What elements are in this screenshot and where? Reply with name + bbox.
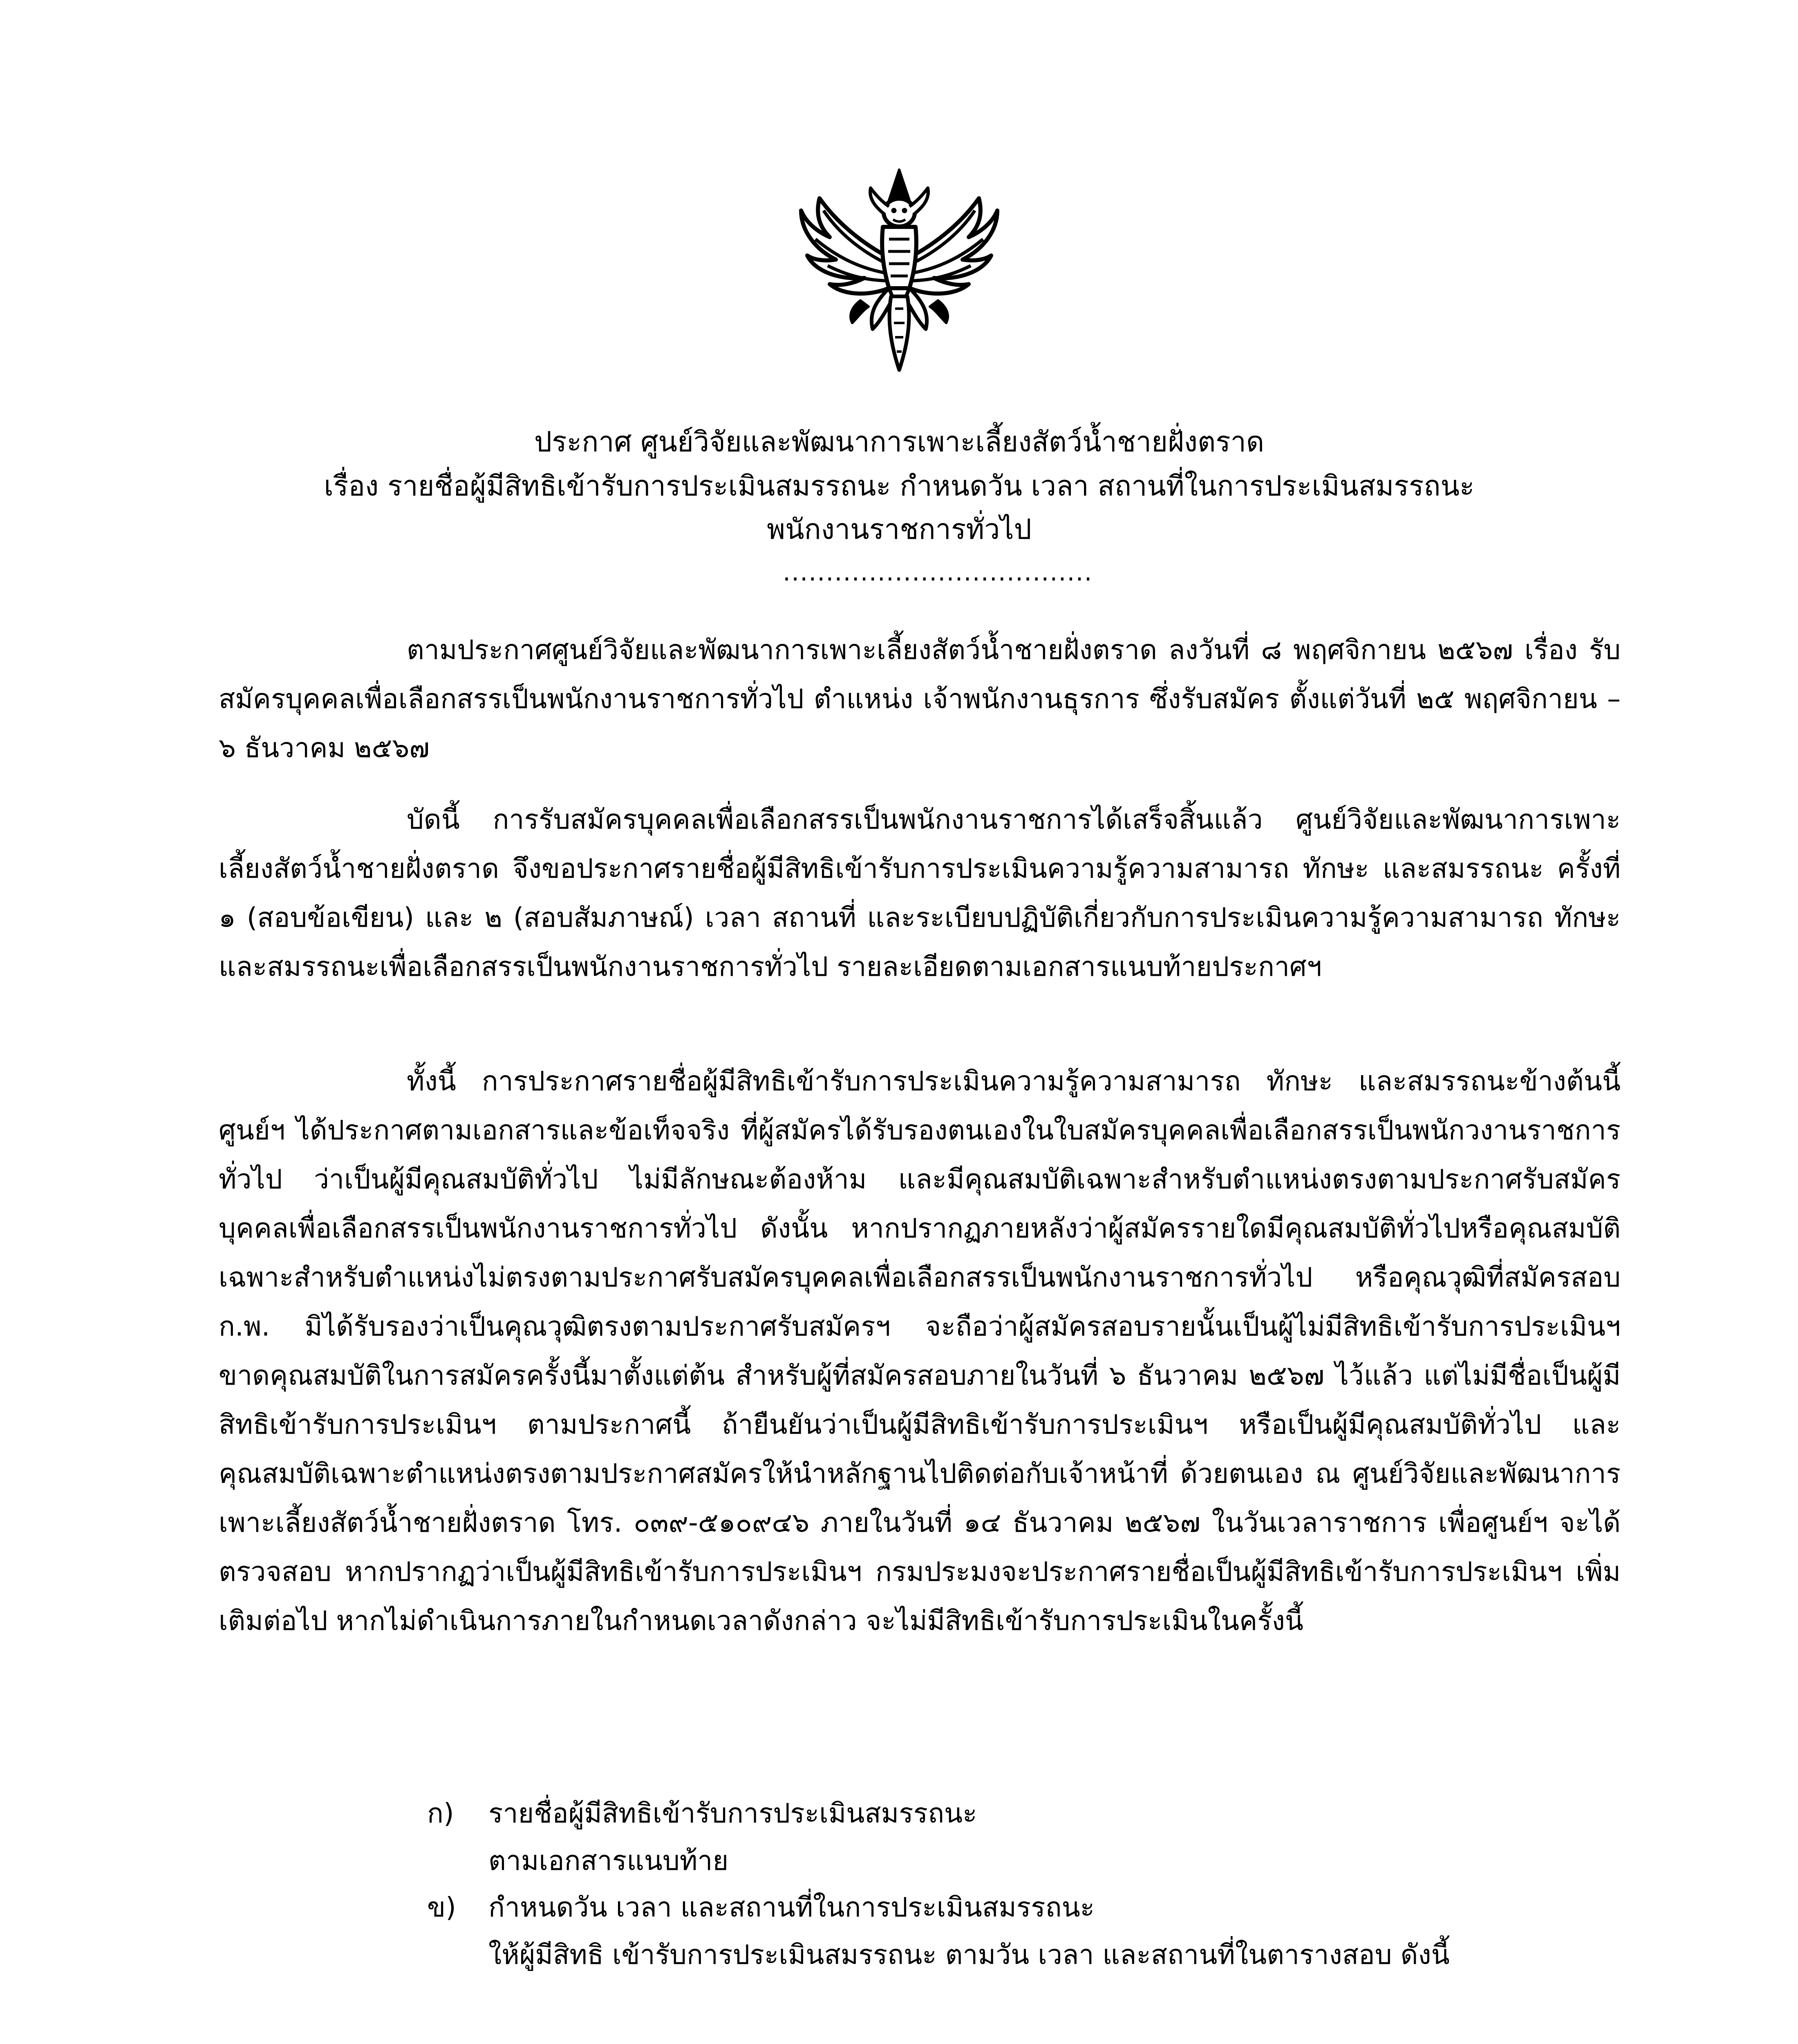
list-item-detail: ให้ผู้มีสิทธิ เข้ารับการประเมินสมรรถนะ ตามวัน เวลา และสถานที่ในตารางสอบ ดังนี้ — [488, 1939, 1450, 1970]
list-item-title: กำหนดวัน เวลา และสถานที่ในการประเมินสมรรถนะ — [488, 1892, 1095, 1923]
announcement-issuer: ประกาศ ศูนย์วิจัยและพัฒนาการเพาะเลี้ยงสัตว์น้ำชายฝั่งตราด — [534, 426, 1265, 458]
announcement-subject: เรื่อง รายชื่อผู้มีสิทธิเข้ารับการประเมินสมรรถนะ กำหนดวัน เวลา สถานที่ในการประเมินสมรรถนะ — [324, 470, 1475, 502]
body-paragraph-1: ตามประกาศศูนย์วิจัยและพัฒนาการเพาะเลี้ยงสัตว์น้ำชายฝั่งตราด ลงวันที่ ๘ พฤศจิกายน ๒๕๖๗ เรื่อง รับสมัครบุคคลเพื่อเลือกสรรเป็นพนักงานราชการทั่วไป ตำแหน่ง เจ้าพนักงานธุรการ ซึ่งรับสมัคร ตั้งแต่วันที่ ๒๕ พฤศจิกายน – ๖ ธันวาคม ๒๕๖๗ — [219, 634, 1621, 764]
list-item-marker: ก) — [427, 1797, 454, 1829]
list-item-title: รายชื่อผู้มีสิทธิเข้ารับการประเมินสมรรถนะ — [488, 1797, 977, 1829]
body-paragraph-3: ทั้งนี้ การประกาศรายชื่อผู้มีสิทธิเข้ารับการประเมินความรู้ความสามารถ ทักษะ และสมรรถนะข้างต้นนี้ ศูนย์ฯ ได้ประกาศตามเอกสารและข้อเท็จจริง ที่ผู้สมัครได้รับรองตนเองในใบสมัครบุคคลเพื่อเลือกสรรเป็นพนักวงานราชการทั่วไป ว่าเป็นผู้มีคุณสมบัติทั่วไป ไม่มีลักษณะต้องห้าม และมีคุณสมบัติเฉพาะสำหรับตำแหน่งตรงตามประกาศรับสมัครบุคคลเพื่อเลือกสรรเป็นพนักงานราชการทั่วไป ดังนั้น หากปรากฏภายหลังว่าผู้สมัครรายใดมีคุณสมบัติทั่วไปหรือคุณสมบัติเฉพาะสำหรับตำแหน่งไม่ตรงตามประกาศรับสมัครบุคคลเพื่อเลือกสรรเป็นพนักงานราชการทั่วไป หรือคุณวุฒิที่สมัครสอบ ก.พ. มิได้รับรองว่าเป็นคุณวุฒิตรงตามประกาศรับสมัครฯ จะถือว่าผู้สมัครสอบรายนั้นเป็นผู้ไม่มีสิทธิเข้ารับการประเมินฯ ขาดคุณสมบัติในการสมัครครั้งนี้มาตั้งแต่ต้น สำหรับผู้ที่สมัครสอบภายในวันที่ ๖ ธันวาคม ๒๕๖๗ ไว้แล้ว แต่ไม่มีชื่อเป็นผู้มีสิทธิเข้ารับการประเมินฯ ตามประกาศนี้ ถ้ายืนยันว่าเป็นผู้มีสิทธิเข้ารับการประเมินฯ หรือเป็นผู้มีคุณสมบัติทั่วไป และคุณสมบัติเฉพาะตำแหน่งตรงตามประกาศสมัครให้นำหลักฐานไปติดต่อกับเจ้าหน้าที่ ด้วยตนเอง ณ ศูนย์วิจัยและพัฒนาการเพาะเลี้ยงสัตว์น้ำชายฝั่งตราด โทร. ๐๓๙-๕๑๐๙๔๖ ภายในวันที่ ๑๔ ธันวาคม ๒๕๖๗ ในวันเวลาราชการ เพื่อศูนย์ฯ จะได้ตรวจสอบ หากปรากฏว่าเป็นผู้มีสิทธิเข้ารับการประเมินฯ กรมประมงจะประกาศรายชื่อเป็นผู้มีสิทธิเข้ารับการประเมินฯ เพิ่มเติมต่อไป หากไม่ดำเนินการภายในกำหนดเวลาดังกล่าว จะไม่มีสิทธิเข้ารับการประเมินในครั้งนี้ — [219, 1065, 1621, 1636]
list-item-detail: ตามเอกสารแนบท้าย — [488, 1845, 729, 1876]
announcement-subject-continued: พนักงานราชการทั่วไป — [767, 513, 1032, 546]
garuda-emblem-icon — [791, 166, 1008, 378]
list-item-marker: ข) — [427, 1892, 456, 1923]
body-paragraph-2: บัดนี้ การรับสมัครบุคคลเพื่อเลือกสรรเป็นพนักงานราชการได้เสร็จสิ้นแล้ว ศูนย์วิจัยและพัฒนาการเพาะเลี้ยงสัตว์น้ำชายฝั่งตราด จึงขอประกาศรายชื่อผู้มีสิทธิเข้ารับการประเมินความรู้ความสามารถ ทักษะ และสมรรถนะ ครั้งที่ ๑ (สอบข้อเขียน) และ ๒ (สอบสัมภาษณ์) เวลา สถานที่ และระเบียบปฏิบัติเกี่ยวกับการประเมินความรู้ความสามารถ ทักษะและสมรรถนะเพื่อเลือกสรรเป็นพนักงานราชการทั่วไป รายละเอียดตามเอกสารแนบท้ายประกาศฯ — [219, 804, 1621, 982]
heading-separator: .................................... — [783, 558, 1093, 587]
